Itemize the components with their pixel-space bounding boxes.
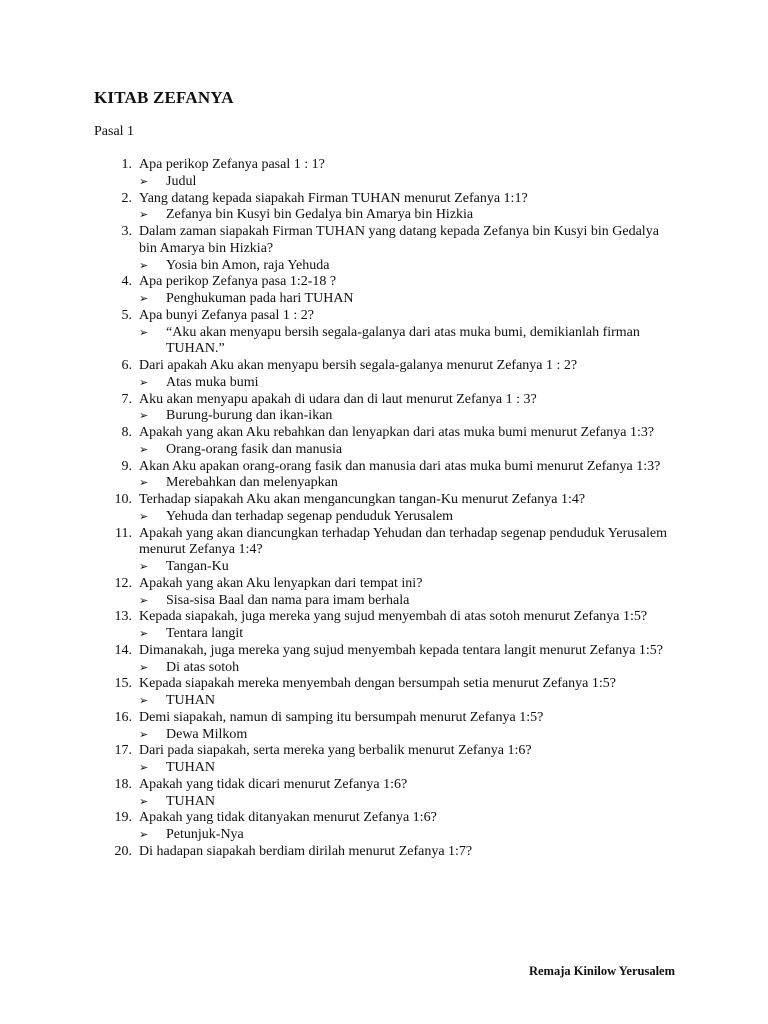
arrow-bullet-icon: ➢ [139,694,149,707]
question-row [0,643,768,660]
answer-row [0,559,768,576]
question-number: 9. [121,458,132,474]
question-row [0,676,768,693]
question-text: Demi siapakah, namun di samping itu bersumpah menurut Zefanya 1:5? [139,709,544,725]
question-text: Apakah yang akan Aku lenyapkan dari tempat ini? [139,575,423,591]
chapter-label: Pasal 1 [94,124,135,139]
question-item [0,743,768,777]
arrow-bullet-icon: ➢ [139,593,149,607]
question-row [0,392,768,409]
question-item [0,609,768,643]
question-text: Yang datang kepada siapakah Firman TUHAN menurut Zefanya 1:1? [139,190,528,206]
answer-text: “Aku akan menyapu bersih segala-galanya dari atas muka bumi, demikianlah firman TUHAN.” [166,324,640,357]
arrow-bullet-icon: ➢ [139,627,149,640]
answer-row [0,827,768,844]
question-item [0,492,768,526]
document-title: KITAB ZEFANYA [94,88,234,107]
arrow-bullet-icon: ➢ [139,476,149,490]
arrow-bullet-icon: ➢ [139,560,149,573]
answer-text: Zefanya bin Kusyi bin Gedalya bin Amarya bin Hizkia [166,207,474,223]
question-item [0,392,768,426]
question-number: 4. [121,274,132,290]
arrow-bullet-icon: ➢ [139,325,149,339]
answer-row [0,693,768,710]
question-text: Dari apakah Aku akan menyapu bersih segala-galanya menurut Zefanya 1 : 2? [139,358,578,373]
answer-text: Penghukuman pada hari TUHAN [166,291,354,306]
question-item [0,676,768,710]
answer-text: Dewa Milkom [166,726,248,742]
arrow-bullet-icon: ➢ [139,292,149,305]
question-text: Apakah yang tidak dicari menurut Zefanya 1:6? [139,776,408,792]
question-item [0,358,768,392]
arrow-bullet-icon: ➢ [139,727,149,741]
answer-text: Tentara langit [166,626,244,641]
answer-text: Tangan-Ku [166,559,229,574]
question-number: 14. [114,642,132,658]
arrow-bullet-icon: ➢ [139,375,149,389]
question-text: Apa perikop Zefanya pasal 1 : 1? [139,157,325,172]
question-item [0,643,768,677]
question-row [0,526,768,560]
answer-text: Sisa-sisa Baal dan nama para imam berhala [166,592,410,608]
answer-text: TUHAN [166,693,215,708]
question-row [0,224,768,258]
answer-text: Orang-orang fasik dan manusia [166,441,343,457]
answer-row [0,258,768,275]
question-item [0,810,768,844]
question-number: 11. [115,525,132,541]
answer-text: Judul [166,173,197,189]
question-list [0,157,768,861]
question-item [0,308,768,358]
answer-row [0,626,768,643]
answer-text: Atas muka bumi [166,374,259,390]
question-row [0,710,768,727]
question-item [0,425,768,459]
question-text: Apakah yang tidak ditanyakan menurut Zefanya 1:6? [139,810,437,826]
answer-text: Petunjuk-Nya [166,827,244,842]
question-number: 20. [114,843,132,859]
footer-signature: Remaja Kinilow Yerusalem [528,964,675,978]
question-number: 16. [114,709,132,725]
question-number: 5. [121,307,132,323]
arrow-bullet-icon: ➢ [139,828,149,841]
question-item [0,576,768,610]
question-number: 2. [121,190,132,206]
question-row [0,358,768,375]
question-number: 18. [114,776,132,792]
question-row [0,576,768,593]
question-number: 19. [114,810,132,826]
question-number: 8. [121,425,132,440]
answer-text: TUHAN [166,793,215,809]
arrow-bullet-icon: ➢ [139,761,149,774]
answer-text: Burung-burung dan ikan-ikan [166,408,333,424]
question-item [0,224,768,274]
answer-row [0,593,768,610]
answer-row [0,375,768,392]
arrow-bullet-icon: ➢ [139,794,149,808]
question-text: Apa perikop Zefanya pasa 1:2-18 ? [139,274,337,290]
answer-row [0,509,768,526]
question-item [0,157,768,191]
question-text: Apakah yang akan Aku rebahkan dan lenyapkan dari atas muka bumi menurut Zefanya 1:3? [139,425,655,440]
question-text: Akan Aku apakan orang-orang fasik dan manusia dari atas muka bumi menurut Zefanya 1:3? [139,458,661,474]
question-text: Dimanakah, juga mereka yang sujud menyembah kepada tentara langit menurut Zefanya 1:5? [139,642,664,658]
question-row [0,425,768,442]
answer-row [0,794,768,811]
answer-text: Di atas sotoh [166,659,240,675]
answer-row [0,408,768,425]
answer-text: Merebahkan dan melenyapkan [166,475,338,491]
question-number: 12. [114,575,132,591]
question-number: 10. [114,492,132,507]
answer-row [0,475,768,492]
arrow-bullet-icon: ➢ [139,409,149,423]
arrow-bullet-icon: ➢ [139,509,149,523]
question-row [0,844,768,861]
answer-row [0,291,768,308]
question-number: 7. [121,391,132,407]
question-number: 13. [114,609,132,625]
question-row [0,157,768,174]
question-text: Apa bunyi Zefanya pasal 1 : 2? [139,307,314,323]
question-number: 1. [121,157,132,172]
question-text: Di hadapan siapakah berdiam dirilah menurut Zefanya 1:7? [139,843,473,859]
question-item [0,274,768,308]
question-item [0,191,768,225]
question-row [0,609,768,626]
arrow-bullet-icon: ➢ [139,442,149,456]
arrow-bullet-icon: ➢ [139,660,149,674]
question-row [0,274,768,291]
question-text: Terhadap siapakah Aku akan mengancungkan tangan-Ku menurut Zefanya 1:4? [139,492,586,507]
arrow-bullet-icon: ➢ [139,208,149,222]
question-row [0,777,768,794]
question-text: Kepada siapakah mereka menyembah dengan bersumpah setia menurut Zefanya 1:5? [139,676,616,692]
arrow-bullet-icon: ➢ [139,258,149,272]
answer-text: Yosia bin Amon, raja Yehuda [166,257,330,273]
question-number: 6. [121,358,132,373]
answer-text: TUHAN [166,760,215,775]
answer-row [0,325,768,359]
question-text: Dalam zaman siapakah Firman TUHAN yang datang kepada Zefanya bin Kusyi bin Gedalya bin Amarya bin Hizkia? [139,224,659,256]
answer-row [0,174,768,191]
question-row [0,810,768,827]
answer-row [0,727,768,744]
question-number: 3. [121,224,132,239]
answer-row [0,207,768,224]
question-number: 15. [114,676,132,692]
question-row [0,308,768,325]
arrow-bullet-icon: ➢ [139,174,149,188]
answer-row [0,660,768,677]
question-row [0,743,768,760]
question-item [0,777,768,811]
question-item [0,526,768,576]
answer-row [0,760,768,777]
question-number: 17. [114,743,132,759]
question-row [0,191,768,208]
question-row [0,459,768,476]
question-text: Kepada siapakah, juga mereka yang sujud menyembah di atas sotoh menurut Zefanya 1:5? [139,609,648,625]
question-text: Dari pada siapakah, serta mereka yang berbalik menurut Zefanya 1:6? [139,743,532,759]
question-text: Aku akan menyapu apakah di udara dan di laut menurut Zefanya 1 : 3? [139,391,537,407]
question-item [0,710,768,744]
answer-text: Yehuda dan terhadap segenap penduduk Yerusalem [166,508,454,524]
question-item [0,459,768,493]
question-row [0,492,768,509]
question-text: Apakah yang akan diancungkan terhadap Yehudan dan terhadap segenap penduduk Yerusalem menurut Zefanya 1:4? [139,525,667,558]
answer-row [0,442,768,459]
question-item [0,844,768,861]
